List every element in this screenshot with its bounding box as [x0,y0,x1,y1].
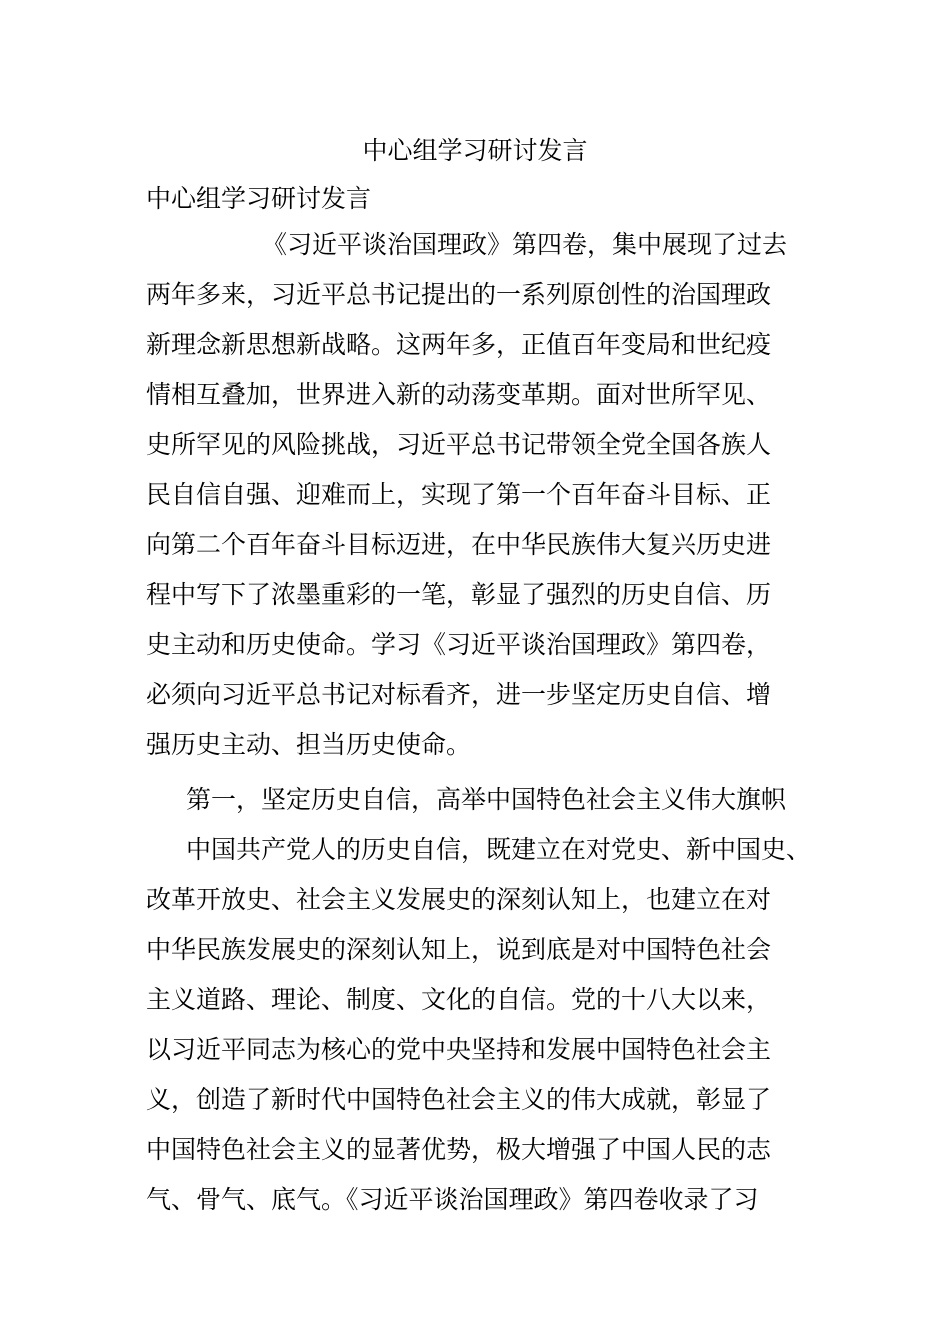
body-line-8: 程中写下了浓墨重彩的一笔，彰显了强烈的历史自信、历 [146,580,772,609]
body-line-11: 强历史主动、担当历史使命。 [146,730,472,759]
body-line-20: 气、骨气、底气。《习近平谈治国理政》第四卷收录了习 [146,1185,759,1214]
section-heading-1: 第一，坚定历史自信，高举中国特色社会主义伟大旗帜 [186,785,787,814]
body-line-6: 民自信自强、迎难而上，实现了第一个百年奋斗目标、正 [146,480,772,509]
body-line-2: 两年多来，习近平总书记提出的一系列原创性的治国理政 [146,280,772,309]
body-line-5: 史所罕见的风险挑战，习近平总书记带领全党全国各族人 [146,430,772,459]
document-subtitle: 中心组学习研讨发言 [146,184,372,213]
body-line-18: 义，创造了新时代中国特色社会主义的伟大成就，彰显了 [146,1085,772,1114]
body-line-19: 中国特色社会主义的显著优势，极大增强了中国人民的志 [146,1135,772,1164]
body-line-4: 情相互叠加，世界进入新的动荡变革期。面对世所罕见、 [146,380,772,409]
document-title: 中心组学习研讨发言 [362,136,588,165]
body-line-14: 改革开放史、社会主义发展史的深刻认知上，也建立在对 [146,885,772,914]
body-line-1: 《习近平谈治国理政》第四卷，集中展现了过去 [262,230,788,259]
body-line-3: 新理念新思想新战略。这两年多，正值百年变局和世纪疫 [146,330,772,359]
body-line-17: 以习近平同志为核心的党中央坚持和发展中国特色社会主 [146,1035,772,1064]
body-line-7: 向第二个百年奋斗目标迈进，在中华民族伟大复兴历史进 [146,530,772,559]
body-line-16: 主义道路、理论、制度、文化的自信。党的十八大以来， [146,985,772,1014]
body-line-9: 史主动和历史使命。学习《习近平谈治国理政》第四卷， [146,630,772,659]
body-line-10: 必须向习近平总书记对标看齐，进一步坚定历史自信、增 [146,680,772,709]
body-line-15: 中华民族发展史的深刻认知上，说到底是对中国特色社会 [146,935,772,964]
body-line-13: 中国共产党人的历史自信，既建立在对党史、新中国史、 [186,835,812,864]
